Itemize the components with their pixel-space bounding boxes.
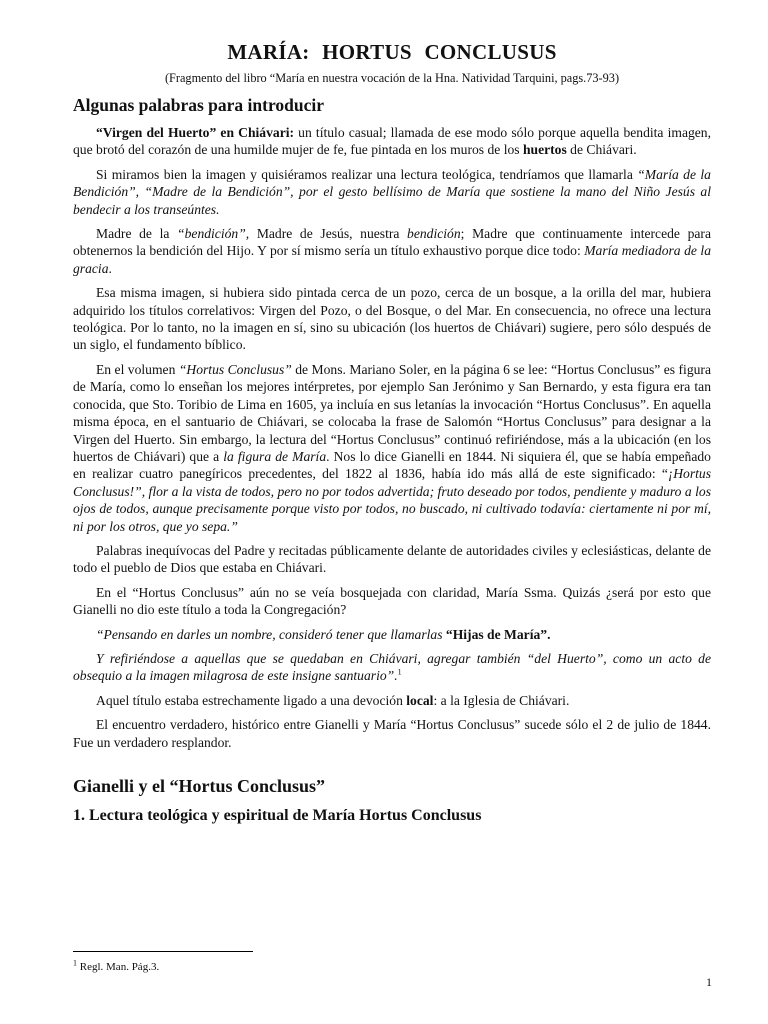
text-run: un título casual; llamada de ese modo sólo porque aquella bendita imagen, que brotó del corazón de una humilde mujer de fe, fue pintada en los muros de los bbox=[73, 125, 712, 158]
paragraph-8 bbox=[73, 626, 711, 643]
footnote-reference[interactable]: 1 bbox=[397, 667, 402, 677]
footnote-text: Regl. Man. Pág.3. bbox=[77, 961, 160, 973]
italic-phrase: “bendición”, bbox=[177, 226, 250, 242]
text-run: Si miramos bien la imagen y quisiéramos realizar una lectura teológica, tendríamos que llamarla bbox=[96, 166, 638, 182]
paragraph-2 bbox=[73, 166, 711, 218]
text-run: de Chiávari. bbox=[566, 142, 637, 158]
italic-quote: “Pensando en darles un nombre, consideró tener que llamarlas bbox=[96, 626, 446, 642]
document-subtitle: (Fragmento del libro “María en nuestra vocación de la Hna. Natividad Tarquini, pags.73-93) bbox=[164, 71, 620, 85]
bold-phrase: “Virgen del Huerto” en Chiávari: bbox=[96, 125, 295, 140]
subsection-heading: 1. Lectura teológica y espiritual de María Hortus Conclusus bbox=[73, 807, 482, 824]
text-run: . bbox=[108, 260, 112, 276]
italic-phrase: “Hortus Conclusus” bbox=[178, 361, 292, 377]
paragraph-7: En el “Hortus Conclusus” aún no se veía bosquejada con claridad, María Ssma. Quizás ¿será por esto que Gianelli no dio este título a toda la Congregación? bbox=[73, 584, 711, 618]
document-title: MARÍA: HORTUS CONCLUSUS bbox=[227, 40, 557, 64]
italic-quote: ¡Hortus Conclusus!”, flor a la vista de todos, pero no por todos advertida; fruto deseado por todos, pendiente y maduro a los ojos de todos, aunque precisamente porque visto por todos, no buscado, ni cultivado todavía: ciertamente ni por mí, ni por los otros, que yo sepa.” bbox=[73, 466, 711, 534]
bold-phrase: “Hijas de María”. bbox=[445, 626, 551, 642]
italic-phrase: María mediadora de la gracia bbox=[73, 243, 711, 276]
text-run: : a la Iglesia de Chiávari. bbox=[433, 692, 570, 708]
text-run: . Nos lo dice Gianelli en 1844. Ni siquiera él, que se había empeñado en realizar cuatro panegíricos precedentes, del 1822 al 1836, había ido más allá de este significado: “ bbox=[73, 448, 711, 482]
text-run: Aquel título estaba estrechamente ligado a una devoción bbox=[96, 692, 407, 708]
document-page bbox=[73, 38, 711, 827]
bold-phrase: huertos bbox=[522, 142, 567, 158]
paragraph-9 bbox=[73, 650, 711, 685]
italic-phrase: la figura de María bbox=[223, 448, 327, 464]
paragraph-1 bbox=[73, 124, 711, 159]
paragraph-10 bbox=[73, 692, 711, 709]
text-run: Madre de Jesús, nuestra bbox=[249, 226, 408, 242]
section-heading-gianelli: Gianelli y el “Hortus Conclusus” bbox=[73, 776, 326, 796]
page-number: 1 bbox=[706, 975, 712, 989]
text-run: En el volumen bbox=[96, 361, 179, 377]
paragraph-3 bbox=[73, 225, 711, 277]
footnote-divider bbox=[73, 951, 253, 952]
section-heading-intro: Algunas palabras para introducir bbox=[73, 95, 325, 115]
italic-quote: Y refiriéndose a aquellas que se quedaban en Chiávari, agregar también “del Huerto”, como un acto de obsequio a la imagen milagrosa de este insigne santuario”. bbox=[73, 650, 711, 684]
text-run: Madre de la bbox=[96, 226, 178, 242]
paragraph-4: Esa misma imagen, si hubiera sido pintada cerca de un pozo, cerca de un bosque, a la orilla del mar, hubiera adquirido los títulos correlativos: Virgen del Pozo, o del Bosque, o del Mar. En consecuencia, no ofrece una lectura teológica. Por lo tanto, no la imagen en sí, sino su ubicación (los huertos de Chiávari) sugiere, pero sólo después de un siglo, el fundamento bíblico. bbox=[73, 285, 711, 353]
paragraph-11: El encuentro verdadero, histórico entre Gianelli y María “Hortus Conclusus” sucede sólo el 2 de julio de 1844. Fue un verdadero resplandor. bbox=[73, 717, 711, 750]
italic-phrase: bendición bbox=[407, 226, 461, 242]
italic-phrase: “María de la Bendición”, “Madre de la Bendición”, por el gesto bellísimo de María que sostiene la mano del Niño Jesús al bendecir a los transeúntes. bbox=[73, 166, 711, 217]
footnote-marker: 1 bbox=[73, 958, 77, 968]
text-run: ; Madre que continuamente intercede para obtenernos la bendición del Hijo. Y por sí mismo sería un título exhaustivo porque dice todo: bbox=[73, 226, 711, 259]
text-run: de Mons. Mariano Soler, en la página 6 se lee: “Hortus Conclusus” es figura de María, como lo enseñan los mejores intérpretes, por ejemplo San Jerónimo y San Bernardo, y esta figura era tan conocida, que Sto. Toribio de Lima en 1605, ya incluía en sus letanías la invocación “Hortus Conclusus”. En aquella misma época, en el santuario de Chiávari, se colocaba la frase de Salomón “Hortus Conclusus” para designar a la Virgen del Huerto. Sin embargo, la lectura del “Hortus Conclusus” continuó refiriéndose, más a la ubicación (en los huertos de Chiávari) que a bbox=[73, 361, 711, 464]
paragraph-5 bbox=[73, 361, 711, 535]
footnote bbox=[73, 960, 159, 974]
bold-phrase: local bbox=[406, 692, 434, 708]
paragraph-6: Palabras inequívocas del Padre y recitadas públicamente delante de autoridades civiles y eclesiásticas, delante de todo el pueblo de Dios que estaba en Chiávari. bbox=[73, 542, 711, 576]
